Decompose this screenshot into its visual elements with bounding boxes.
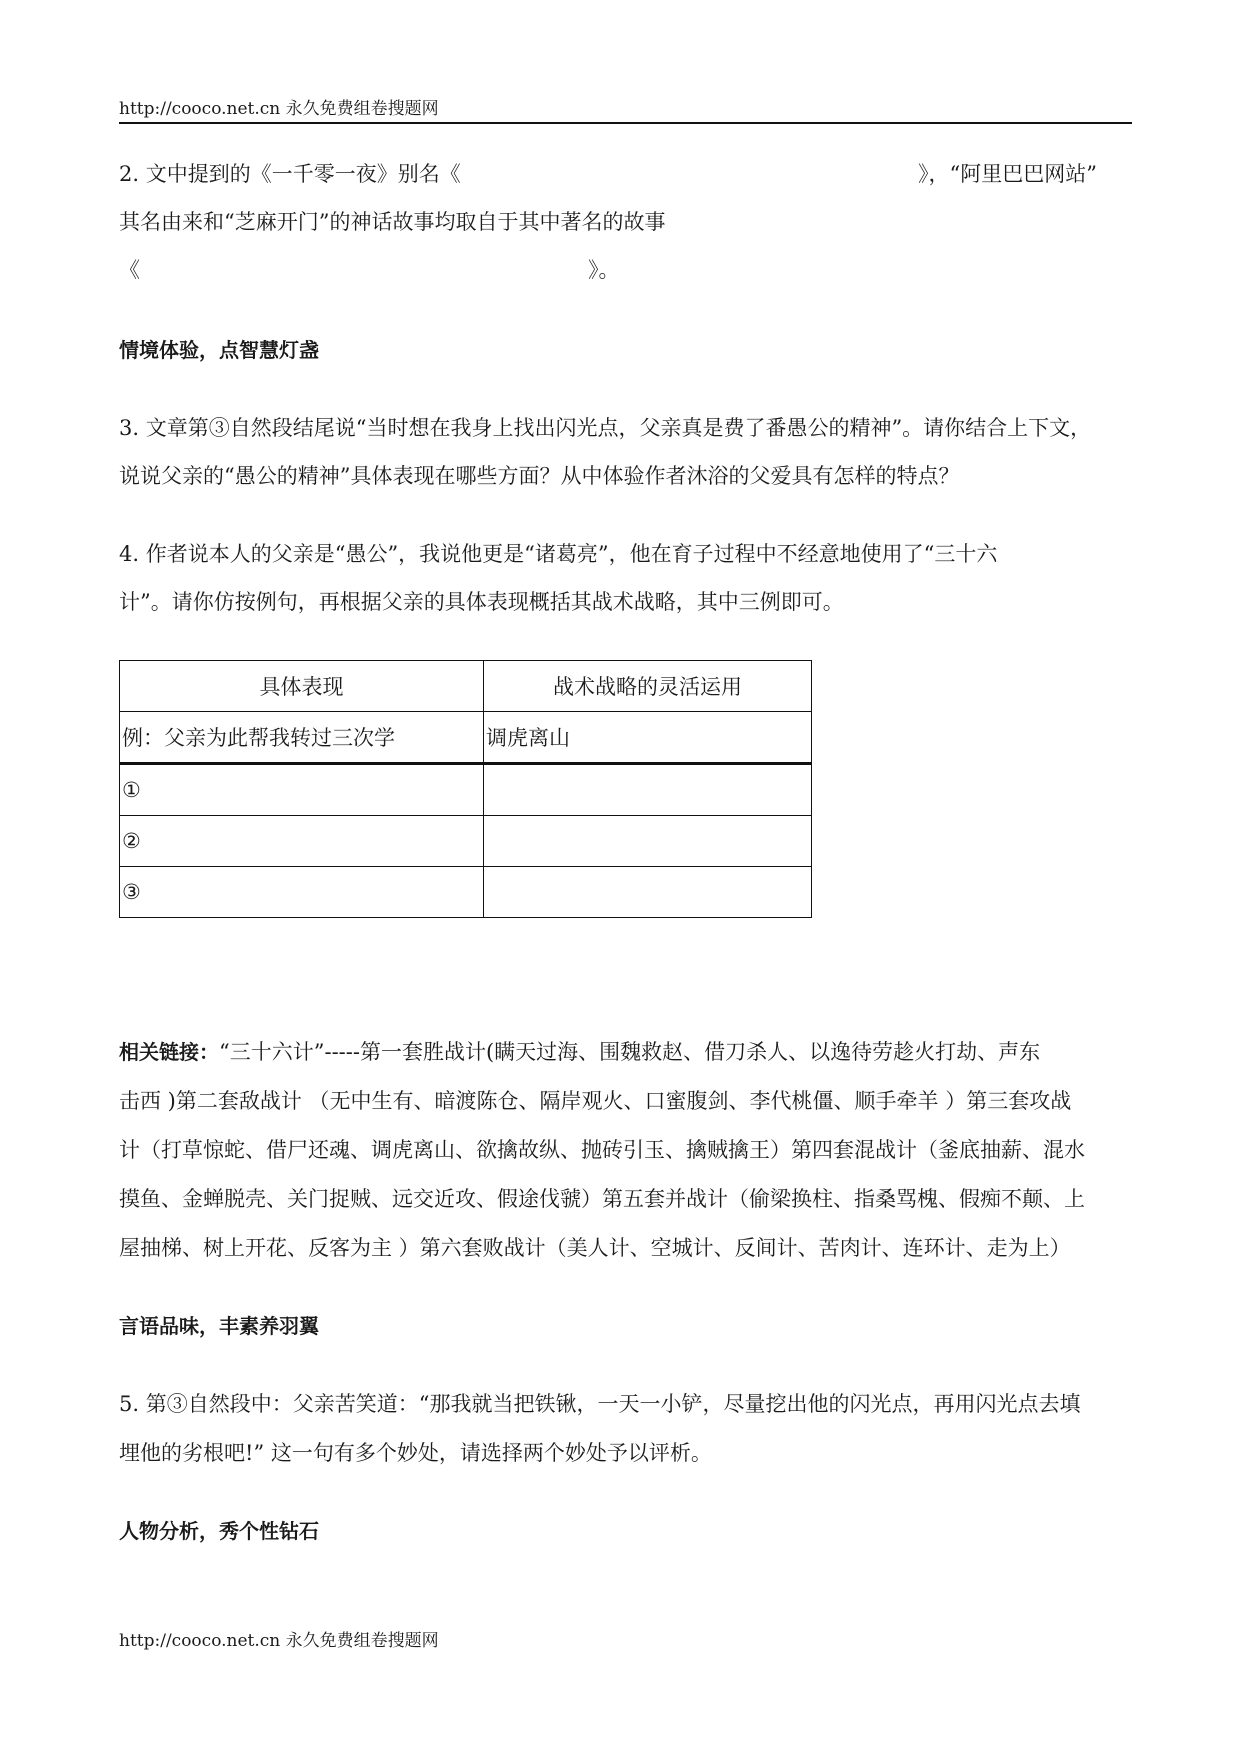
table-header-cell: 战术战略的灵活运用 xyxy=(484,661,812,712)
q4-line1: 4. 作者说本人的父亲是“愚公”，我说他更是“诸葛亮”，他在育子过程中不经意地使用了“三十六 xyxy=(119,542,998,566)
q2-line2: 其名由来和“芝麻开门”的神话故事均取自于其中著名的故事 xyxy=(119,210,666,234)
link-line4: 摸鱼、金蝉脱壳、关门捉贼、远交近攻、假途伐虢）第五套并战计（偷梁换柱、指桑骂槐、假痴不颠、上 xyxy=(119,1187,1085,1211)
table-cell: 调虎离山 xyxy=(484,712,812,764)
table-cell: ③ xyxy=(120,867,484,918)
table-header-row xyxy=(120,661,812,712)
q3-line1: 3. 文章第③自然段结尾说“当时想在我身上找出闪光点，父亲真是费了番愚公的精神”。请你结合上下文， xyxy=(119,416,1092,440)
link-label: 相关链接： xyxy=(119,1040,219,1064)
table-row xyxy=(120,764,812,816)
table-example-row xyxy=(120,712,812,764)
q2-line3-close: 》。 xyxy=(588,258,620,282)
link-line3: 计（打草惊蛇、借尸还魂、调虎离山、欲擒故纵、抛砖引玉、擒贼擒王）第四套混战计（釜底抽薪、混水 xyxy=(119,1138,1085,1162)
link-text-1: “三十六计”-----第一套胜战计(瞒天过海、围魏救赵、借刀杀人、以逸待劳趁火打劫、声东 xyxy=(219,1040,1041,1064)
q2-line1-left: 2. 文中提到的《一千零一夜》别名《 xyxy=(119,162,461,186)
table-cell: ② xyxy=(120,816,484,867)
section-heading-1: 情境体验，点智慧灯盏 xyxy=(119,338,319,362)
tactics-table xyxy=(119,660,812,918)
q5-line2: 埋他的劣根吧!” 这一句有多个妙处，请选择两个妙处予以评析。 xyxy=(119,1441,712,1465)
table-row xyxy=(120,816,812,867)
section-heading-2: 言语品味，丰素养羽翼 xyxy=(119,1314,319,1338)
table-cell: ① xyxy=(120,764,484,816)
page-footer: http://cooco.net.cn 永久免费组卷搜题网 xyxy=(119,1631,439,1651)
q2-line1-right: 》，“阿里巴巴网站” xyxy=(918,162,1097,186)
answer-cell[interactable] xyxy=(484,764,812,816)
table-header-cell: 具体表现 xyxy=(120,661,484,712)
page-header: http://cooco.net.cn 永久免费组卷搜题网 xyxy=(119,98,1132,124)
link-line2: 击西 )第二套敌战计 （无中生有、暗渡陈仓、隔岸观火、口蜜腹剑、李代桃僵、顺手牵羊 ）第三套攻战 xyxy=(119,1089,1072,1113)
answer-cell[interactable] xyxy=(484,867,812,918)
link-line5: 屋抽梯、树上开花、反客为主 ）第六套败战计（美人计、空城计、反间计、苦肉计、连环计、走为上） xyxy=(119,1236,1071,1260)
q3-line2: 说说父亲的“愚公的精神”具体表现在哪些方面？从中体验作者沐浴的父爱具有怎样的特点？ xyxy=(119,464,960,488)
q4-line2: 计”。请你仿按例句，再根据父亲的具体表现概括其战术战略，其中三例即可。 xyxy=(119,590,844,614)
table-cell: 例：父亲为此帮我转过三次学 xyxy=(120,712,484,764)
q5-line1: 5. 第③自然段中：父亲苦笑道：“那我就当把铁锹，一天一小铲，尽量挖出他的闪光点，再用闪光点去填 xyxy=(119,1392,1081,1416)
q2-line3-open: 《 xyxy=(119,258,140,282)
section-heading-3: 人物分析，秀个性钻石 xyxy=(119,1519,319,1543)
answer-cell[interactable] xyxy=(484,816,812,867)
link-line1 xyxy=(119,1038,1040,1066)
table-row xyxy=(120,867,812,918)
